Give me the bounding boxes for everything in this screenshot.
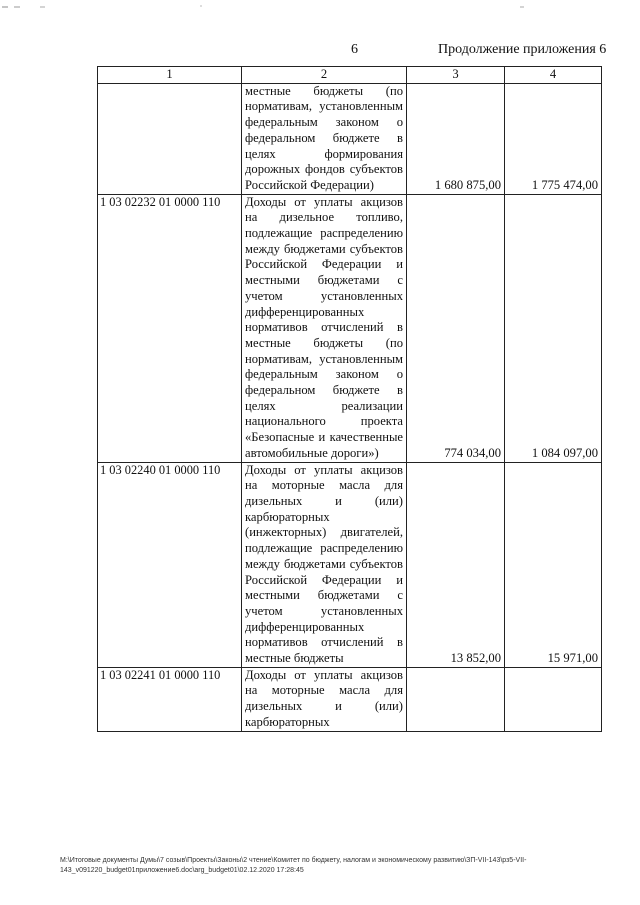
column-header: 4 bbox=[505, 67, 602, 84]
file-path-footer: М:\Итоговые документы Думы\7 созыв\Проекты\Законы\2 чтение\Комитет по бюджету, налогам и экономическому развитию\ЗП-VII-143\рз5-VII-143_v091220_budget01приложение6.doc\arg_budget01\02.12.2020 17:28:45 bbox=[60, 857, 527, 874]
row-code bbox=[98, 83, 242, 194]
row-name: Доходы от уплаты акцизов на моторные масла для дизельных и (или) карбюраторных (инжекторных) двигателей, подлежащие распределению между бюджетами субъектов Российской Федерации и местными бюджетами с учетом установленных дифференцированных нормативов отчислений в местные бюджеты bbox=[242, 462, 407, 667]
row-value-col4 bbox=[505, 667, 602, 731]
continuation-label: Продолжение приложения 6 bbox=[438, 42, 607, 57]
row-value-col3: 1 680 875,00 bbox=[407, 83, 505, 194]
budget-table bbox=[97, 66, 602, 732]
row-value-col4: 1 084 097,00 bbox=[505, 194, 602, 462]
table-row bbox=[98, 462, 602, 667]
row-name: Доходы от уплаты акцизов на моторные масла для дизельных и (или) карбюраторных bbox=[242, 667, 407, 731]
row-name: местные бюджеты (по нормативам, установленным федеральным законом о федеральном бюджете в целях формирования дорожных фондов субъектов Российской Федерации) bbox=[242, 83, 407, 194]
row-value-col3 bbox=[407, 667, 505, 731]
row-value-col4: 15 971,00 bbox=[505, 462, 602, 667]
row-value-col4: 1 775 474,00 bbox=[505, 83, 602, 194]
row-value-col3: 774 034,00 bbox=[407, 194, 505, 462]
row-name: Доходы от уплаты акцизов на дизельное топливо, подлежащие распределению между бюджетами субъектов Российской Федерации и местными бюджетами с учетом установленных дифференцированных нормативов отчислений в местные бюджеты (по нормативам, установленным федеральным законом о федеральном бюджете в целях реализации национального проекта «Безопасные и качественные автомобильные дороги») bbox=[242, 194, 407, 462]
column-header: 3 bbox=[407, 67, 505, 84]
page-number: 6 bbox=[351, 42, 358, 57]
table-row bbox=[98, 83, 602, 194]
table-header-row bbox=[98, 67, 602, 84]
table-row bbox=[98, 667, 602, 731]
column-header: 2 bbox=[242, 67, 407, 84]
table-row bbox=[98, 194, 602, 462]
row-value-col3: 13 852,00 bbox=[407, 462, 505, 667]
column-header: 1 bbox=[98, 67, 242, 84]
row-code: 1 03 02232 01 0000 110 bbox=[98, 194, 242, 462]
scan-top-marks bbox=[0, 4, 640, 10]
row-code: 1 03 02241 01 0000 110 bbox=[98, 667, 242, 731]
row-code: 1 03 02240 01 0000 110 bbox=[98, 462, 242, 667]
